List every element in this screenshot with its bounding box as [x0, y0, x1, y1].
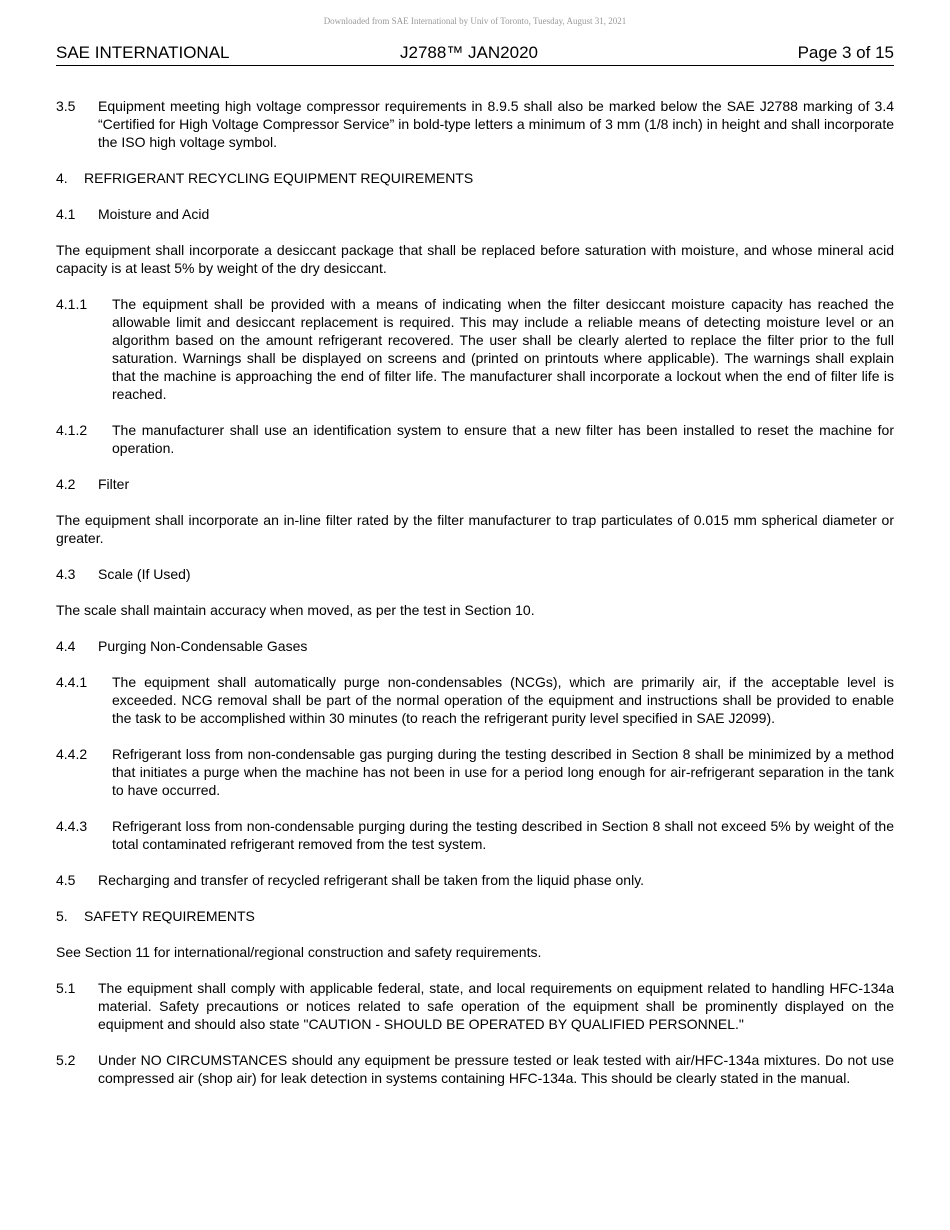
section-text: The equipment shall comply with applicable federal, state, and local requirements on equipment related to handling HFC-134a material. Safety precautions or notices related to safe operation of the equipment shall be prominently displayed on the equipment and should also state "CAUTION - SHOULD BE OPERATED BY QUALIFIED PERSONNEL." — [98, 980, 894, 1032]
section-4-3-heading — [56, 565, 894, 583]
page-header — [56, 43, 894, 66]
section-number: 3.5 — [56, 98, 76, 114]
section-heading: SAFETY REQUIREMENTS — [84, 908, 255, 924]
section-heading: Moisture and Acid — [98, 206, 210, 222]
section-4-4-2 — [56, 745, 894, 799]
section-text: The equipment shall be provided with a means of indicating when the filter desiccant moisture capacity has reached the allowable limit and desiccant replacement is required. This may include a reliable means of detecting moisture level or an algorithm based on the amount refrigerant recovered. The user shall be clearly alerted to replace the filter prior to the full saturation. Warnings shall be displayed on screens and (printed on printouts where applicable). The warnings shall explain that the machine is approaching the end of filter life. The manufacturer shall incorporate a lockout when the end of filter life is reached. — [112, 296, 894, 402]
section-4-1-heading — [56, 205, 894, 223]
section-number: 4.1.1 — [56, 296, 88, 312]
header-document-id: J2788™ JAN2020 — [400, 43, 538, 62]
section-number: 4.4.1 — [56, 674, 88, 690]
section-number: 5.1 — [56, 980, 76, 996]
section-number: 4.4.2 — [56, 746, 88, 762]
paragraph-4-3: The scale shall maintain accuracy when moved, as per the test in Section 10. — [56, 602, 535, 618]
section-4-heading — [56, 169, 894, 187]
download-watermark: Downloaded from SAE International by Univ of Toronto, Tuesday, August 31, 2021 — [323, 16, 627, 26]
section-4-1-2 — [56, 421, 894, 457]
section-5-heading — [56, 907, 894, 925]
section-number: 4.1.2 — [56, 422, 88, 438]
section-4-4-heading — [56, 637, 894, 655]
section-4-4-1 — [56, 673, 894, 727]
header-publisher: SAE INTERNATIONAL — [56, 43, 230, 62]
section-heading: Filter — [98, 476, 130, 492]
section-text: Under NO CIRCUMSTANCES should any equipment be pressure tested or leak tested with air/HFC-134a mixtures. Do not use compressed air (shop air) for leak detection in systems containing HFC-134a. This should be clearly stated in the manual. — [98, 1052, 894, 1086]
section-4-5 — [56, 871, 894, 889]
section-5-1 — [56, 979, 894, 1033]
section-number: 4.4 — [56, 638, 76, 654]
section-text: Recharging and transfer of recycled refrigerant shall be taken from the liquid phase only. — [98, 872, 645, 888]
section-text: The equipment shall automatically purge non-condensables (NCGs), which are primarily air, if the acceptable level is exceeded. NCG removal shall be part of the normal operation of the equipment and instructions shall be provided to enable the task to be accomplished within 30 minutes (to reach the refrigerant purity level specified in SAE J2099). — [112, 674, 894, 726]
paragraph-4-1: The equipment shall incorporate a desiccant package that shall be replaced before saturation with moisture, and whose mineral acid capacity is at least 5% by weight of the dry desiccant. — [56, 242, 894, 276]
section-number: 4.2 — [56, 476, 76, 492]
section-4-2-heading — [56, 475, 894, 493]
section-text: Equipment meeting high voltage compressor requirements in 8.9.5 shall also be marked below the SAE J2788 marking of 3.4 “Certified for High Voltage Compressor Service” in bold-type letters a minimum of 3 mm (1/8 inch) in height and shall incorporate the ISO high voltage symbol. — [98, 98, 894, 150]
section-text: Refrigerant loss from non-condensable gas purging during the testing described in Section 8 shall be minimized by a method that initiates a purge when the machine has not been in use for a period long enough for air-refrigerant separation in the tank to have occurred. — [112, 746, 894, 798]
section-4-4-3 — [56, 817, 894, 853]
section-3-5 — [56, 97, 894, 151]
section-heading: Purging Non-Condensable Gases — [98, 638, 308, 654]
document-body — [56, 97, 894, 1087]
section-number: 5. — [56, 908, 68, 924]
section-number: 4.1 — [56, 206, 76, 222]
section-number: 4. — [56, 170, 68, 186]
section-4-1-1 — [56, 295, 894, 403]
header-page-number: Page 3 of 15 — [797, 43, 894, 62]
section-text: The manufacturer shall use an identification system to ensure that a new filter has been installed to reset the machine for operation. — [112, 422, 894, 456]
section-number: 4.5 — [56, 872, 76, 888]
section-5-2 — [56, 1051, 894, 1087]
paragraph-5: See Section 11 for international/regional construction and safety requirements. — [56, 944, 542, 960]
section-heading: REFRIGERANT RECYCLING EQUIPMENT REQUIREMENTS — [84, 170, 474, 186]
section-number: 4.4.3 — [56, 818, 88, 834]
section-text: Refrigerant loss from non-condensable purging during the testing described in Section 8 shall not exceed 5% by weight of the total contaminated refrigerant removed from the test system. — [112, 818, 894, 852]
section-number: 5.2 — [56, 1052, 76, 1068]
paragraph-4-2: The equipment shall incorporate an in-line filter rated by the filter manufacturer to trap particulates of 0.015 mm spherical diameter or greater. — [56, 512, 894, 546]
section-heading: Scale (If Used) — [98, 566, 191, 582]
section-number: 4.3 — [56, 566, 76, 582]
